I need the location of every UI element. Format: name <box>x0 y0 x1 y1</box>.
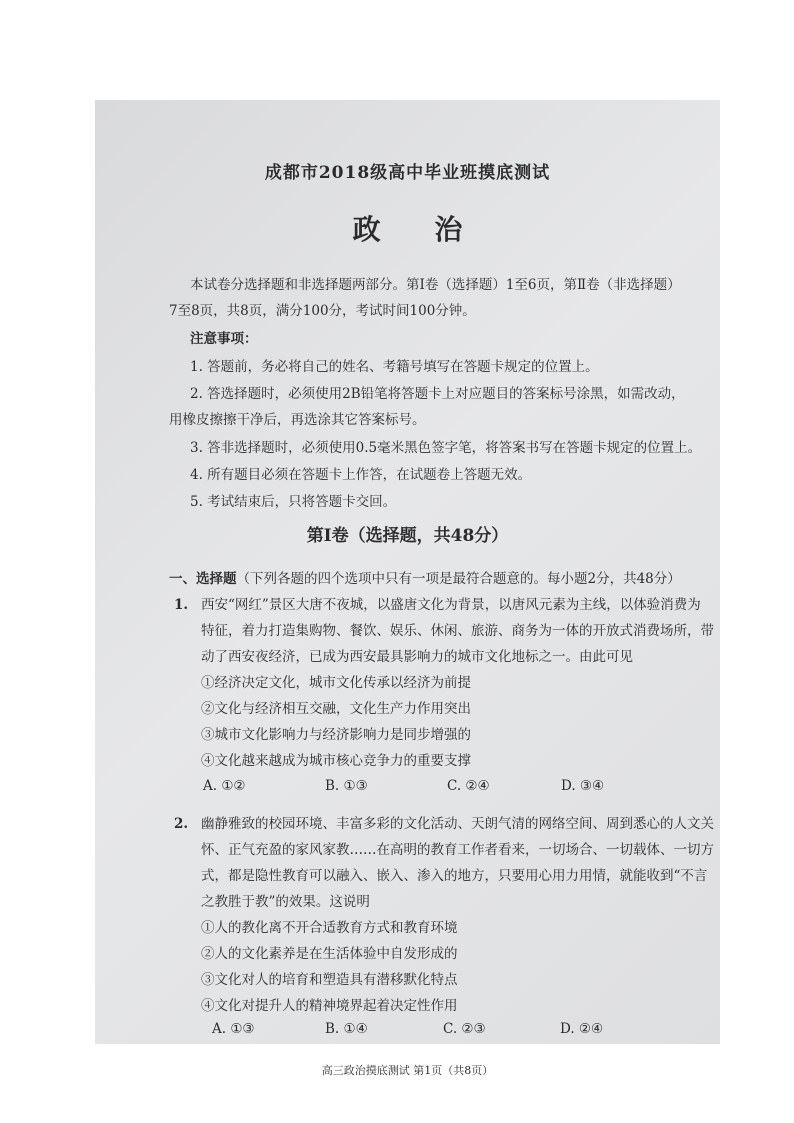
question-1-option-4: ④文化越来越成为城市核心竞争力的重要支撑 <box>201 753 471 769</box>
question-1-choice-c: C. ②④ <box>447 778 490 794</box>
notice-item-1: 1. 答题前，务必将自己的姓名、考籍号填写在答题卡规定的位置上。 <box>190 359 599 375</box>
question-1-choice-d: D. ③④ <box>561 778 605 794</box>
question-1-option-3: ③城市文化影响力与经济影响力是同步增强的 <box>201 727 471 743</box>
question-1-number: 1. <box>174 597 189 613</box>
intro-line-2: 7至8页，共8页，满分100分，考试时间100分钟。 <box>169 303 476 319</box>
question-1-option-2: ②文化与经济相互交融，文化生产力作用突出 <box>201 701 471 717</box>
question-1-stem-line-2: 特征，着力打造集购物、餐饮、娱乐、休闲、旅游、商务为一体的开放式消费场所，带 <box>201 623 714 639</box>
question-1-option-1: ①经济决定文化，城市文化传承以经济为前提 <box>201 675 471 691</box>
question-2-option-4: ④文化对提升人的精神境界起着决定性作用 <box>201 998 458 1014</box>
notice-heading: 注意事项： <box>190 331 258 347</box>
page-footer: 高三政治摸底测试 第1页（共8页） <box>321 1064 494 1077</box>
question-1-stem-line-1: 西安“网红”景区大唐不夜城，以盛唐文化为背景，以唐风元素为主线，以体验消费为 <box>201 597 701 613</box>
question-2-option-1: ①人的教化离不开合适教育方式和教育环境 <box>201 920 458 936</box>
question-2-choice-a: A. ①③ <box>212 1021 255 1037</box>
exam-title: 成都市2018级高中毕业班摸底测试 <box>264 163 551 183</box>
question-2-choice-c: C. ②③ <box>443 1021 486 1037</box>
question-2-stem-line-1: 幽静雅致的校园环境、丰富多彩的文化活动、天朗气清的网络空间、周到悉心的人文关 <box>201 816 714 832</box>
question-2-stem-line-3: 式，都是隐性教育可以融入、嵌入、渗入的地方，只要用心用力用情，就能收到“不言 <box>201 868 708 884</box>
notice-item-2-line-2: 用橡皮擦擦干净后，再选涂其它答案标号。 <box>169 412 426 428</box>
question-2-number: 2. <box>174 816 189 832</box>
question-2-choice-d: D. ②④ <box>560 1021 604 1037</box>
question-1-choice-b: B. ①③ <box>325 778 368 794</box>
question-1-choice-a: A. ①② <box>203 778 246 794</box>
intro-line-1: 本试卷分选择题和非选择题两部分。第Ⅰ卷（选择题）1至6页，第Ⅱ卷（非选择题） <box>190 277 681 293</box>
notice-item-5: 5. 考试结束后，只将答题卡交回。 <box>190 494 397 510</box>
notice-item-3: 3. 答非选择题时，必须使用0.5毫米黑色签字笔，将答案书写在答题卡规定的位置上。 <box>190 440 702 456</box>
question-2-option-3: ③文化对人的培育和塑造具有潜移默化特点 <box>201 972 458 988</box>
subject-title: 政 治 <box>352 213 485 246</box>
question-1-stem-line-3: 动了西安夜经济，已成为西安最具影响力的城市文化地标之一。由此可见 <box>201 649 633 665</box>
question-2-stem-line-4: 之教胜于教”的效果。这说明 <box>201 894 370 910</box>
section-heading <box>169 566 681 592</box>
notice-item-2-line-1: 2. 答选择题时，必须使用2B铅笔将答题卡上对应题目的答案标号涂黑，如需改动， <box>190 386 685 402</box>
notice-item-4: 4. 所有题目必须在答题卡上作答，在试题卷上答题无效。 <box>190 467 532 483</box>
question-2-choice-b: B. ①④ <box>325 1021 368 1037</box>
section-label: 一、选择题 <box>169 571 237 587</box>
part-1-title: 第Ⅰ卷（选择题，共48分） <box>306 526 509 546</box>
question-2-stem-line-2: 怀、正气充盈的家风家教……在高明的教育工作者看来，一切场合、一切载体、一切方 <box>201 842 714 858</box>
question-2-option-2: ②人的文化素养是在生活体验中自发形成的 <box>201 946 458 962</box>
exam-paper-sheet <box>95 100 720 1077</box>
section-note: （下列各题的四个选项中只有一项是最符合题意的。每小题2分，共48分） <box>236 571 681 587</box>
